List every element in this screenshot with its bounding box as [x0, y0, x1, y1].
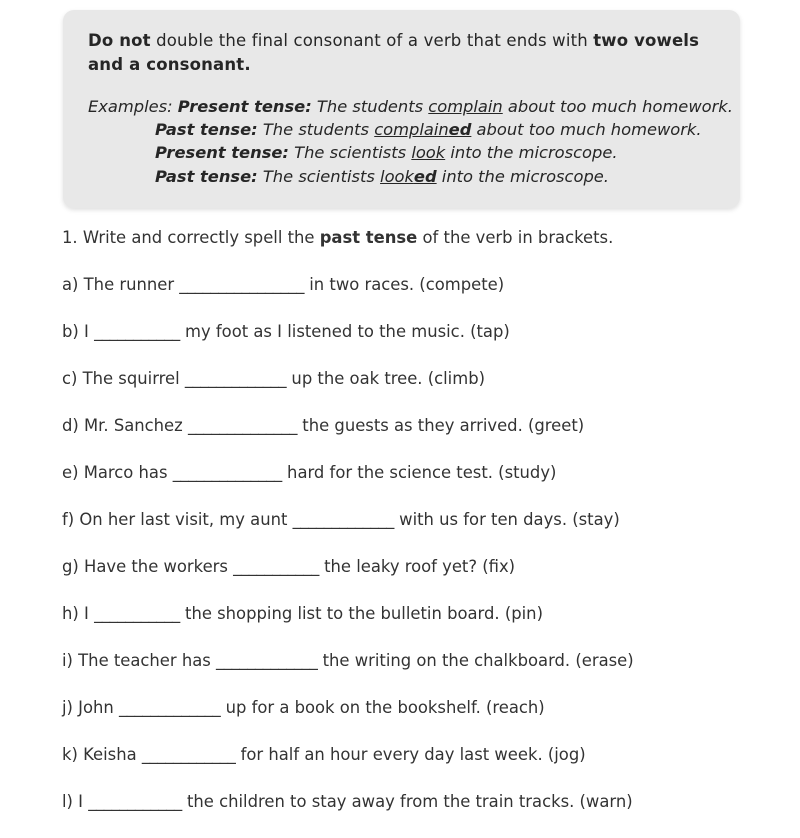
question-letter: j) — [62, 698, 73, 717]
question-text-after: the shopping list to the bulletin board. (pin) — [179, 604, 543, 623]
question-text-after: hard for the science test. (study) — [281, 463, 557, 482]
question-text-before: John — [72, 698, 120, 717]
answer-blank[interactable]: ________________ — [179, 275, 305, 294]
question-letter: g) — [62, 557, 79, 576]
example-tense-label: Past tense: — [155, 120, 258, 140]
answer-blank[interactable]: _____________ — [184, 369, 287, 388]
example-text-before: The scientists — [288, 143, 412, 163]
example-verb-suffix: ed — [413, 166, 437, 186]
question-letter: e) — [62, 463, 79, 482]
question-item-h — [62, 603, 762, 650]
question-text-after: up the oak tree. (climb) — [286, 369, 485, 388]
example-tense-label: Present tense: — [177, 96, 312, 116]
question-text-after: my foot as I listened to the music. (tap) — [179, 322, 510, 341]
rule-bold-tail: two vowels and a consonant. — [88, 31, 700, 75]
answer-blank[interactable]: ____________ — [88, 792, 182, 811]
question-text-after: with us for ten days. (stay) — [393, 510, 620, 529]
example-verb-root: look — [380, 166, 414, 186]
example-tense-label: Present tense: — [155, 143, 289, 163]
spelling-rule-callout — [63, 10, 740, 208]
rule-bold-lead: Do not — [88, 31, 151, 50]
question-letter: l) — [62, 792, 73, 811]
example-line-4 — [88, 165, 716, 188]
question-text-before: Keisha — [77, 745, 142, 764]
question-letter: f) — [62, 510, 75, 529]
answer-blank[interactable]: _____________ — [119, 698, 221, 717]
question-instruction — [62, 227, 762, 274]
question-text-before: Have the workers — [78, 557, 234, 576]
worksheet-questions — [62, 227, 762, 838]
question-text-before: I — [78, 322, 95, 341]
question-letter: b) — [62, 322, 79, 341]
answer-blank[interactable]: _____________ — [216, 651, 318, 670]
question-text-after: the leaky roof yet? (fix) — [318, 557, 516, 576]
question-text-after: up for a book on the bookshelf. (reach) — [220, 698, 545, 717]
rule-middle-text: double the final consonant of a verb that ends with — [150, 31, 594, 50]
question-item-f — [62, 509, 762, 556]
example-text-after: into the microscope. — [445, 143, 618, 163]
question-letter: c) — [62, 369, 78, 388]
example-text-before: The students — [257, 120, 375, 140]
question-text-after: the children to stay away from the train tracks. (warn) — [181, 792, 633, 811]
examples-block — [88, 95, 733, 188]
question-text-after: in two races. (compete) — [304, 275, 505, 294]
answer-blank[interactable]: _____________ — [292, 510, 394, 529]
example-tense-label: Past tense: — [155, 166, 258, 186]
example-text-before: The scientists — [257, 166, 381, 186]
question-item-k — [62, 744, 762, 791]
question-letter: h) — [62, 604, 79, 623]
answer-blank[interactable]: ___________ — [94, 604, 180, 623]
question-text-before: On her last visit, my aunt — [74, 510, 293, 529]
question-item-g — [62, 556, 762, 603]
rule-statement — [88, 29, 716, 78]
answer-blank[interactable]: ___________ — [233, 557, 319, 576]
question-item-a — [62, 274, 762, 321]
question-text-after: the writing on the chalkboard. (erase) — [317, 651, 634, 670]
question-letter: a) — [62, 275, 79, 294]
question-letter: d) — [62, 416, 79, 435]
instruction-number: 1. — [62, 228, 83, 247]
example-verb-root: look — [411, 143, 446, 163]
question-text-before: I — [78, 604, 95, 623]
question-letter: k) — [62, 745, 78, 764]
example-line-1 — [88, 95, 733, 118]
question-item-e — [62, 462, 762, 509]
question-letter: i) — [62, 651, 73, 670]
question-text-before: Marco has — [78, 463, 173, 482]
answer-blank[interactable]: ____________ — [141, 745, 236, 764]
question-text-before: The squirrel — [77, 369, 185, 388]
instruction-bold-text: past tense — [319, 228, 418, 247]
question-text-before: The teacher has — [72, 651, 217, 670]
example-verb-root: complain — [428, 96, 503, 116]
example-text-after: about too much homework. — [471, 120, 702, 140]
question-text-before: I — [72, 792, 89, 811]
instruction-text-before: Write and correctly spell the — [82, 228, 320, 247]
example-line-3 — [88, 141, 716, 164]
answer-blank[interactable]: ___________ — [94, 322, 180, 341]
example-text-after: about too much homework. — [502, 96, 733, 116]
examples-label: Examples: — [88, 96, 173, 116]
question-item-b — [62, 321, 762, 368]
question-text-before: The runner — [78, 275, 180, 294]
example-text-before: The students — [311, 96, 429, 116]
question-text-after: for half an hour every day last week. (jog) — [235, 745, 586, 764]
example-verb-root: complain — [374, 120, 449, 140]
example-verb-suffix: ed — [448, 120, 472, 140]
question-item-d — [62, 415, 762, 462]
answer-blank[interactable]: ______________ — [187, 416, 298, 435]
question-text-before: Mr. Sanchez — [78, 416, 188, 435]
question-item-l — [62, 791, 762, 838]
example-line-2 — [88, 118, 716, 141]
question-item-c — [62, 368, 762, 415]
question-item-i — [62, 650, 762, 697]
question-item-j — [62, 697, 762, 744]
example-text-after: into the microscope. — [436, 166, 609, 186]
instruction-text-after: of the verb in brackets. — [417, 228, 614, 247]
question-text-after: the guests as they arrived. (greet) — [297, 416, 585, 435]
answer-blank[interactable]: ______________ — [172, 463, 282, 482]
